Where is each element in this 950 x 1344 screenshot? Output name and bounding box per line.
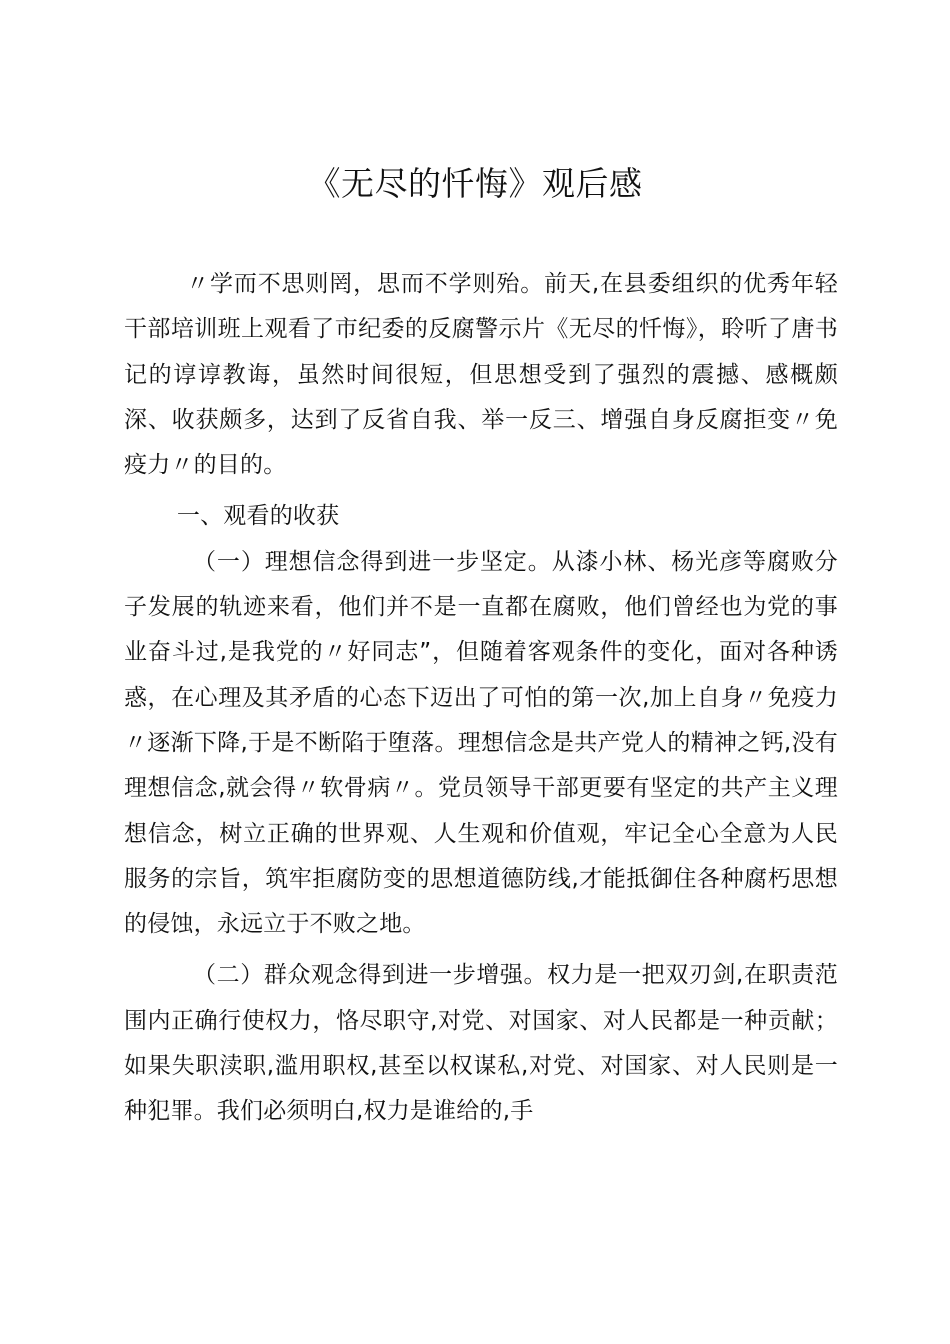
subsection-paragraph-2: （二）群众观念得到进一步增强。权力是一把双刃剑,在职责范围内正确行使权力，恪尽职守,对党、对国家、对人民都是一种贡献；如果失职渎职,滥用职权,甚至以权谋私,对党、对国家、对人民则是一种犯罪。我们必须明白,权力是谁给的,手 (124, 962, 838, 1125)
document-body (124, 262, 838, 1135)
subsection-paragraph-1: （一）理想信念得到进一步坚定。从漆小林、杨光彦等腐败分子发展的轨迹来看，他们并不是一直都在腐败，他们曾经也为党的事业奋斗过,是我党的〃好同志”，但随着客观条件的变化，面对各种诱惑，在心理及其矛盾的心态下迈出了可怕的第一次,加上自身〃免疫力〃逐渐下降,于是不断陷于堕落。理想信念是共产党人的精神之钙,没有理想信念,就会得〃软骨病〃。党员领导干部更要有坚定的共产主义理想信念，树立正确的世界观、人生观和价值观，牢记全心全意为人民服务的宗旨，筑牢拒腐防变的思想道德防线,才能抵御住各种腐朽思想的侵蚀，永远立于不败之地。 (124, 548, 838, 938)
section-heading: 一、观看的收获 (176, 503, 340, 530)
intro-paragraph: 〃学而不思则罔，思而不学则殆。前天,在县委组织的优秀年轻干部培训班上观看了市纪委的反腐警示片《无尽的忏悔》，聆听了唐书记的谆谆教诲，虽然时间很短，但思想受到了强烈的震撼、感概颇深、收获颇多，达到了反省自我、举一反三、增强自身反腐拒变〃免疫力〃的目的。 (124, 271, 838, 479)
document-title: 《无尽的忏悔》观后感 (307, 164, 643, 203)
